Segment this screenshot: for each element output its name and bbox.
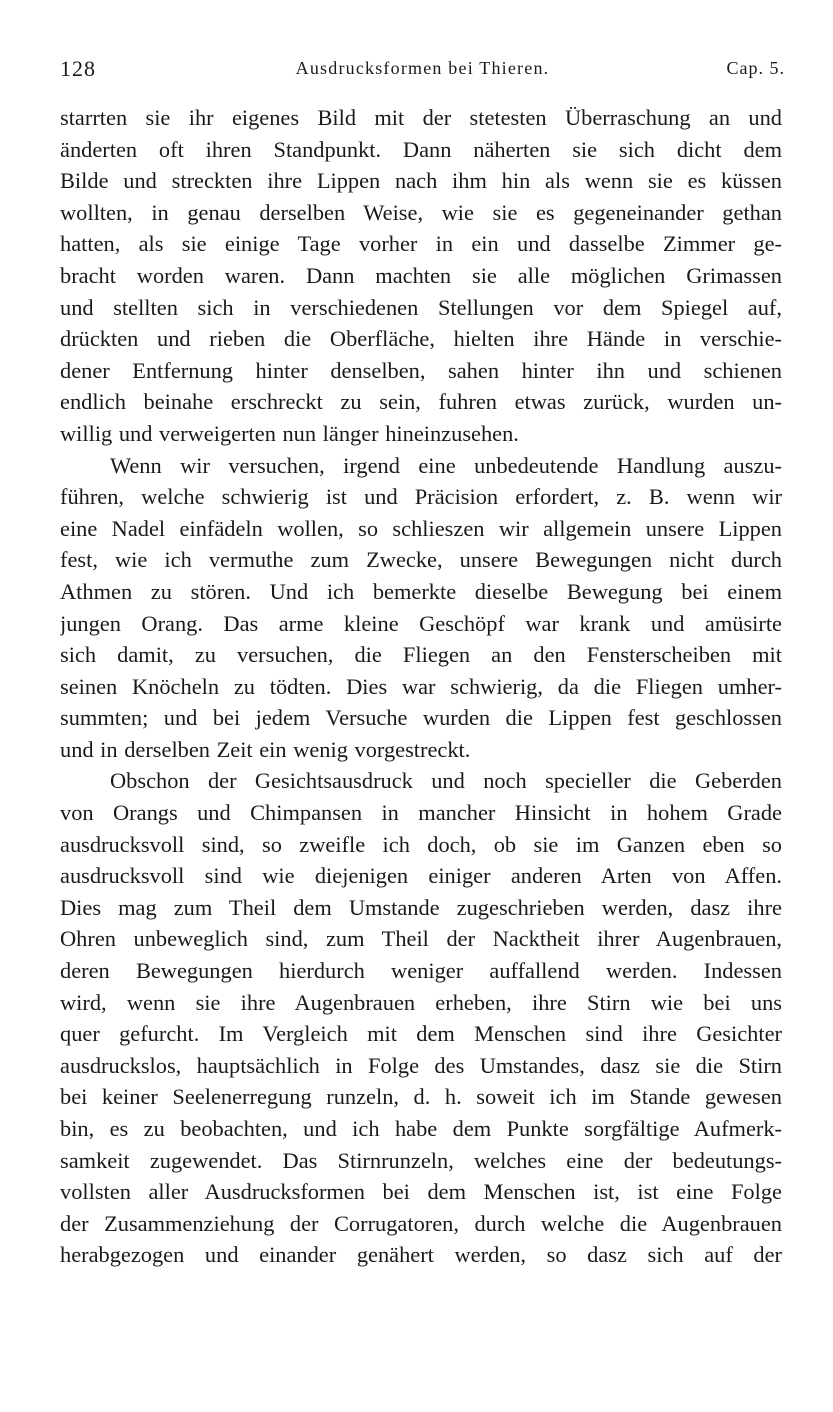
text-line: ausdrucksvoll sind, so zweifle ich doch, ob sie im Ganzen eben so (60, 831, 782, 857)
text-line: hatten, als sie einige Tage vorher in ein und dasselbe Zimmer ge- (60, 231, 782, 257)
paragraph (60, 450, 782, 766)
text-line: bei keiner Seelenerregung runzeln, d. h. soweit ich im Stande gewesen (60, 1084, 782, 1110)
text-line: herabgezogen und einander genähert werden, so dasz sich auf der (60, 1242, 782, 1268)
text-line: drückten und rieben die Oberfläche, hielten ihre Hände in verschie- (60, 326, 782, 352)
page-number: 128 (60, 56, 96, 81)
chapter-label: Cap. 5. (726, 58, 785, 78)
text-line: Bilde und streckten ihre Lippen nach ihm hin als wenn sie es küssen (60, 168, 782, 194)
text-line: sich damit, zu versuchen, die Fliegen an den Fensterscheiben mit (60, 642, 782, 668)
text-line: der Zusammenziehung der Corrugatoren, durch welche die Augenbrauen (60, 1210, 782, 1236)
text-line: summten; und bei jedem Versuche wurden die Lippen fest geschlossen (60, 705, 782, 731)
text-line: eine Nadel einfädeln wollen, so schlieszen wir allgemein unsere Lippen (60, 515, 782, 541)
text-line: willig und verweigerten nun länger hineinzusehen. (60, 420, 519, 446)
text-line: quer gefurcht. Im Vergleich mit dem Menschen sind ihre Gesichter (60, 1021, 782, 1047)
text-line: Obschon der Gesichtsausdruck und noch specieller die Geberden (110, 768, 782, 794)
text-line: Athmen zu stören. Und ich bemerkte dieselbe Bewegung bei einem (60, 578, 782, 604)
text-line: jungen Orang. Das arme kleine Geschöpf war krank und amüsirte (60, 610, 782, 636)
text-line: wird, wenn sie ihre Augenbrauen erheben, ihre Stirn wie bei uns (60, 989, 782, 1015)
text-line: Dies mag zum Theil dem Umstande zugeschrieben werden, dasz ihre (60, 894, 782, 920)
text-line: und in derselben Zeit ein wenig vorgestreckt. (60, 736, 471, 762)
text-line: deren Bewegungen hierdurch weniger auffallend werden. Indessen (60, 958, 782, 984)
text-line: bin, es zu beobachten, und ich habe dem Punkte sorgfältige Aufmerk- (60, 1116, 782, 1141)
text-line: ausdrucksvoll sind wie diejenigen einiger anderen Arten von Affen. (60, 863, 782, 889)
text-line: Ohren unbeweglich sind, zum Theil der Nacktheit ihrer Augenbrauen, (60, 926, 782, 952)
text-line: ausdruckslos, hauptsächlich in Folge des Umstandes, dasz sie die Stirn (60, 1052, 782, 1078)
text-line: änderten oft ihren Standpunkt. Dann näherten sie sich dicht dem (60, 136, 782, 162)
running-head (60, 56, 785, 86)
text-line: seinen Knöcheln zu tödten. Dies war schwierig, da die Fliegen umher- (60, 673, 782, 699)
paragraph (60, 765, 782, 1271)
paragraph (60, 102, 782, 450)
text-line: wollten, in genau derselben Weise, wie sie es gegeneinander gethan (60, 199, 782, 225)
text-line: bracht worden waren. Dann machten sie alle möglichen Grimassen (60, 262, 782, 288)
text-line: vollsten aller Ausdrucksformen bei dem Menschen ist, ist eine Folge (60, 1179, 782, 1205)
text-line: von Orangs und Chimpansen in mancher Hinsicht in hohem Grade (60, 800, 782, 826)
text-line: endlich beinahe erschreckt zu sein, fuhren etwas zurück, wurden un- (60, 389, 782, 415)
running-title: Ausdrucksformen bei Thieren. (295, 58, 550, 78)
text-line: führen, welche schwierig ist und Präcision erfordert, z. B. wenn wir (60, 484, 782, 510)
text-line: samkeit zugewendet. Das Stirnrunzeln, welches eine der bedeutungs- (60, 1147, 782, 1173)
text-line: dener Entfernung hinter denselben, sahen hinter ihn und schienen (60, 357, 782, 383)
text-line: und stellten sich in verschiedenen Stellungen vor dem Spiegel auf, (60, 294, 782, 320)
text-line: fest, wie ich vermuthe zum Zwecke, unsere Bewegungen nicht durch (60, 547, 782, 573)
text-line: starrten sie ihr eigenes Bild mit der stetesten Überraschung an und (60, 105, 782, 130)
body-text (60, 102, 782, 1271)
text-line: Wenn wir versuchen, irgend eine unbedeutende Handlung auszu- (110, 452, 782, 478)
